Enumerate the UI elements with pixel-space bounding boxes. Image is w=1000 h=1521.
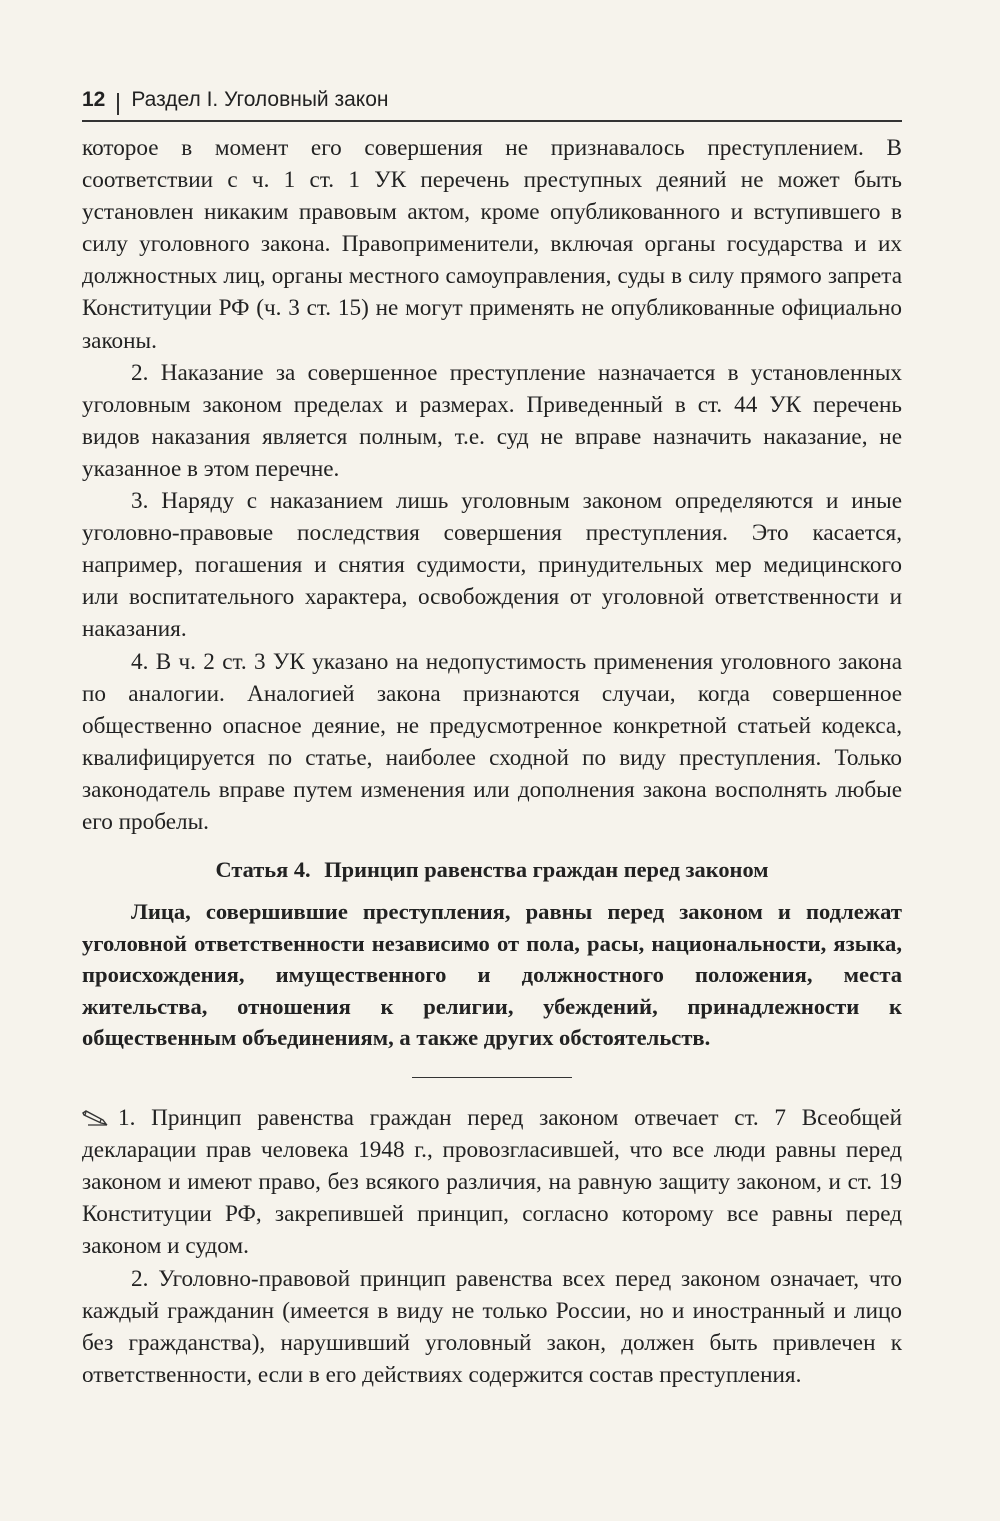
commentary-text: 1. Принцип равенства граждан перед законом отвечает ст. 7 Всеобщей декларации прав человека 1948 г., провозгласившей, что все люди равны перед законом и имеют право, без всякого различия, на равную защиту законом, и ст. 19 Конституции РФ, закрепившей принцип, согласно которому все равны перед законом и судом. xyxy=(82,1105,902,1260)
article-number: Статья 4. xyxy=(215,857,311,883)
article-text: Лица, совершившие преступления, равны перед законом и подлежат уголовной ответственности независимо от пола, расы, национальности, языка, происхождения, имущественного и должностного положения, места жительства, отношения к религии, убеждений, принадлежности к общественным объединениям, а также других обстоятельств. xyxy=(82,899,902,1051)
commentary-paragraph: 2. Наказание за совершенное преступление назначается в установленных уголовным законом пределах и размерах. Приведенный в ст. 44 УК перечень видов наказания является полным, т.е. суд не вправе назначить наказание, не указанное в этом перечне. xyxy=(82,359,902,482)
section-divider xyxy=(412,1077,572,1078)
pen-icon xyxy=(82,1110,108,1126)
commentary-paragraph: 3. Наряду с наказанием лишь уголовным законом определяются и иные уголовно-правовые последствия совершения преступления. Это касается, например, погашения и снятия судимости, принудительных мер медицинского или воспитательного характера, освобождения от уголовной ответственности и наказания. xyxy=(82,488,902,643)
commentary-paragraph xyxy=(82,1102,902,1262)
commentary-part-2 xyxy=(82,1102,902,1391)
commentary-part-1 xyxy=(82,132,902,838)
commentary-paragraph: 2. Уголовно-правовой принцип равенства всех перед законом означает, что каждый гражданин (имеется в виду не только России, но и иностранный и лицо без гражданства), нарушивший уголовный закон, должен быть привлечен к ответственности, если в его действиях содержится состав преступления. xyxy=(82,1265,902,1388)
running-head xyxy=(82,88,902,122)
article-heading xyxy=(82,855,902,885)
commentary-paragraph: которое в момент его совершения не признавалось преступлением. В соответствии с ч. 1 ст. 1 УК перечень преступных деяний не может быть установлен никаким правовым актом, кроме опубликованного и вступившего в силу уголовного закона. Правоприменители, включая органы государства и их должностных лиц, органы местного самоуправления, суды в силу прямого запрета Конституции РФ (ч. 3 ст. 15) не могут применять не опубликованные официально законы. xyxy=(82,135,902,354)
book-page xyxy=(82,88,902,1391)
section-title: Раздел I. Уголовный закон xyxy=(131,88,389,111)
article-title: Принцип равенства граждан перед законом xyxy=(324,857,769,883)
page-number: 12 xyxy=(82,88,106,111)
header-separator xyxy=(117,93,119,115)
commentary-paragraph: 4. В ч. 2 ст. 3 УК указано на недопустимость применения уголовного закона по аналогии. Аналогией закона признаются случаи, когда совершенное общественно опасное деяние, не предусмотренное конкретной статьей кодекса, квалифицируется по статье, наиболее сходной по виду преступления. Только законодатель вправе путем изменения или дополнения закона восполнять любые его пробелы. xyxy=(82,648,902,835)
